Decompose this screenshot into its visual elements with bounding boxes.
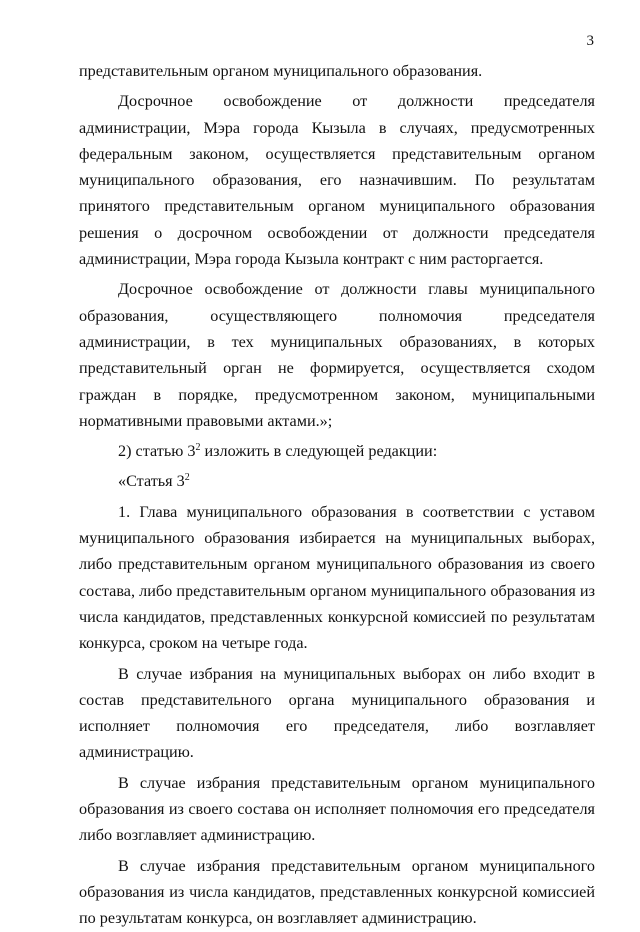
page-number: 3 — [586, 33, 594, 49]
paragraph-election-of-head: 1. Глава муниципального образования в соответствии с уставом муниципального образования избирается на муниципальных выборах, либо представительным органом муниципального образования из своего состава, либо представительным органом муниципального образования из числа кандидатов, представленных конкурсной комиссией по результатам конкурса, сроком на четыре года. — [79, 502, 595, 653]
paragraph-amendment-item — [79, 438, 595, 464]
paragraph-municipal-elections-case: В случае избрания на муниципальных выборах он либо входит в состав представительного органа муниципального образования и исполняет полномочия его председателя, либо возглавляет администрацию. — [79, 664, 595, 762]
amendment-item-text: 2) статью 3 — [118, 442, 196, 461]
article-heading — [79, 468, 595, 494]
paragraph-early-release-mayor: Досрочное освобождение от должности председателя администрации, Мэра города Кызыла в случаях, предусмотренных федеральным законом, осуществляется представительным органом муниципального образования, его назначившим. По результатам принятого представительным органом муниципального образования решения о досрочном освобождении от должности председателя администрации, Мэра города Кызыла контракт с ним расторгается. — [79, 92, 595, 269]
amendment-item-text-end: изложить в следующей редакции: — [200, 442, 438, 461]
paragraph-continuation: представительным органом муниципального образования. — [79, 62, 483, 80]
article-heading-text: «Статья 3 — [118, 472, 185, 491]
article-heading-superscript: 2 — [184, 472, 190, 484]
amendment-item-superscript: 2 — [195, 442, 201, 454]
paragraph-candidates-case: В случае избрания представительным органом муниципального образования из числа кандидатов, представленных конкурсной комиссией по результатам конкурса, он возглавляет администрацию. — [79, 856, 595, 928]
paragraph-early-release-head: Досрочное освобождение от должности главы муниципального образования, осуществляющего полномочия председателя администрации, в тех муниципальных образованиях, в которых представительный орган не формируется, осуществляется сходом граждан в порядке, предусмотренном законом, муниципальными нормативными правовыми актами.»; — [79, 280, 595, 430]
document-body — [79, 58, 595, 932]
paragraph-own-composition-case: В случае избрания представительным органом муниципального образования из своего состава он исполняет полномочия его председателя либо возглавляет администрацию. — [79, 773, 595, 845]
